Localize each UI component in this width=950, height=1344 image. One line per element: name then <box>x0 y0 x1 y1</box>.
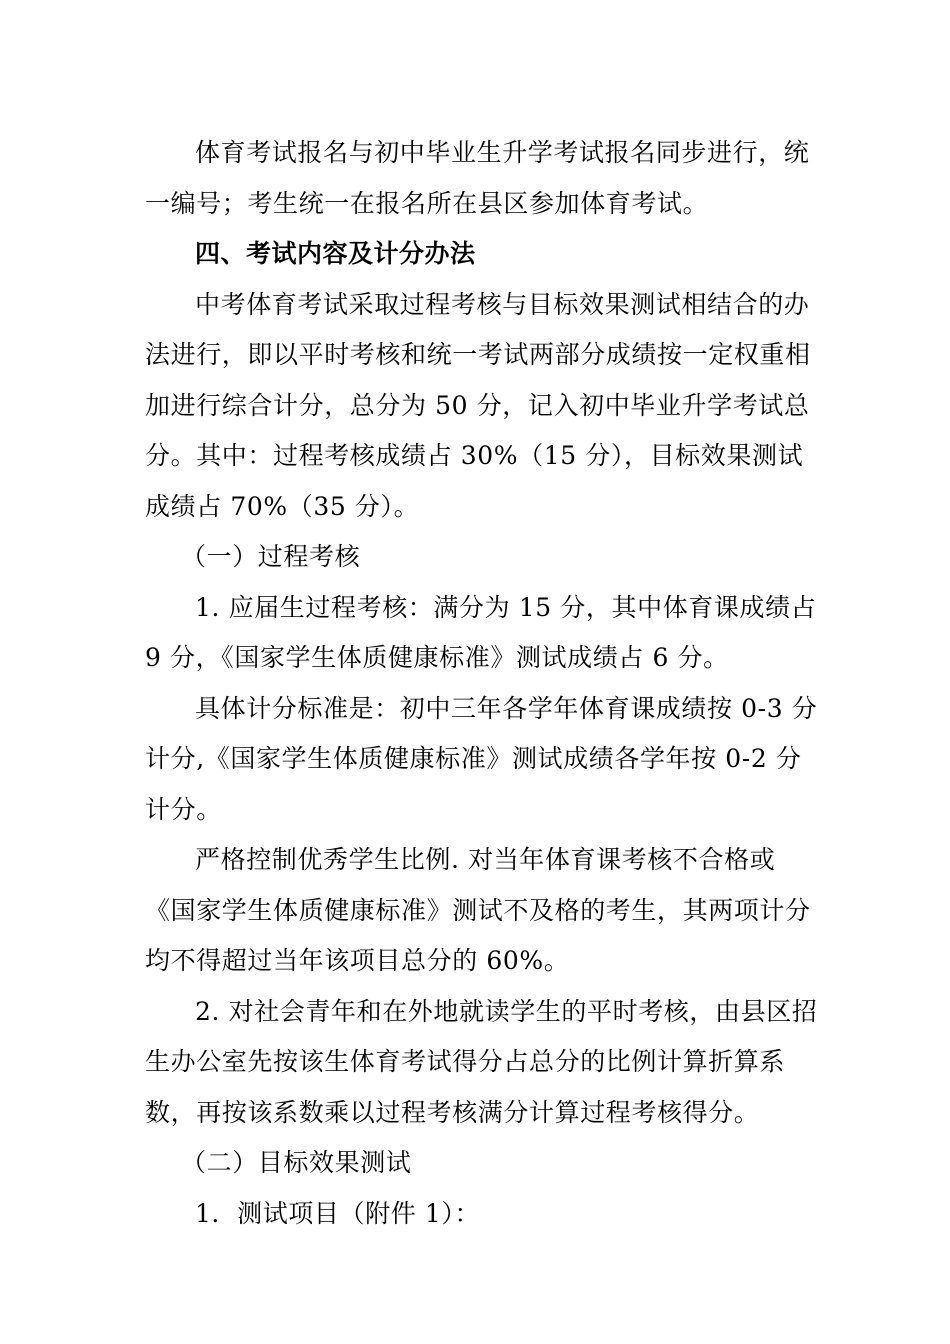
paragraph-social-youth-assessment: 2. 对社会青年和在外地就读学生的平时考核，由县区招生办公室先按该生体育考试得分占总分的比例计算折算系数，再按该系数乘以过程考核满分计算过程考核得分。 <box>145 996 818 1127</box>
subsection-heading-process-assessment: （一）过程考核 <box>181 542 361 571</box>
paragraph-scoring-method: 中考体育考试采取过程考核与目标效果测试相结合的办法进行，即以平时考核和统一考试两部分成绩按一定权重相加进行综合计分，总分为 50 分，记入初中毕业升学考试总分。其中：过程考核成绩占 30%（15 分），目标效果测试成绩占 70%（35 分）。 <box>145 289 811 521</box>
paragraph-test-items: 1．测试项目（附件 1）： <box>195 1198 481 1228</box>
section-heading-exam-content: 四、考试内容及计分办法 <box>195 239 476 268</box>
document-body <box>145 128 825 1239</box>
paragraph-excellence-ratio: 严格控制优秀学生比例. 对当年体育课考核不合格或《国家学生体质健康标准》测试不及格的考生，其两项计分均不得超过当年该项目总分的 60%。 <box>145 845 811 975</box>
subsection-heading-target-test: （二）目标效果测试 <box>181 1148 412 1177</box>
paragraph-registration: 体育考试报名与初中毕业生升学考试报名同步进行，统一编号；考生统一在报名所在县区参加体育考试。 <box>145 138 810 218</box>
paragraph-scoring-standard: 具体计分标准是：初中三年各学年体育课成绩按 0-3 分计分,《国家学生体质健康标准》测试成绩各学年按 0-2 分计分。 <box>145 693 818 824</box>
paragraph-graduate-assessment: 1. 应届生过程考核：满分为 15 分，其中体育课成绩占 9 分，《国家学生体质健康标准》测试成绩占 6 分。 <box>145 592 817 672</box>
